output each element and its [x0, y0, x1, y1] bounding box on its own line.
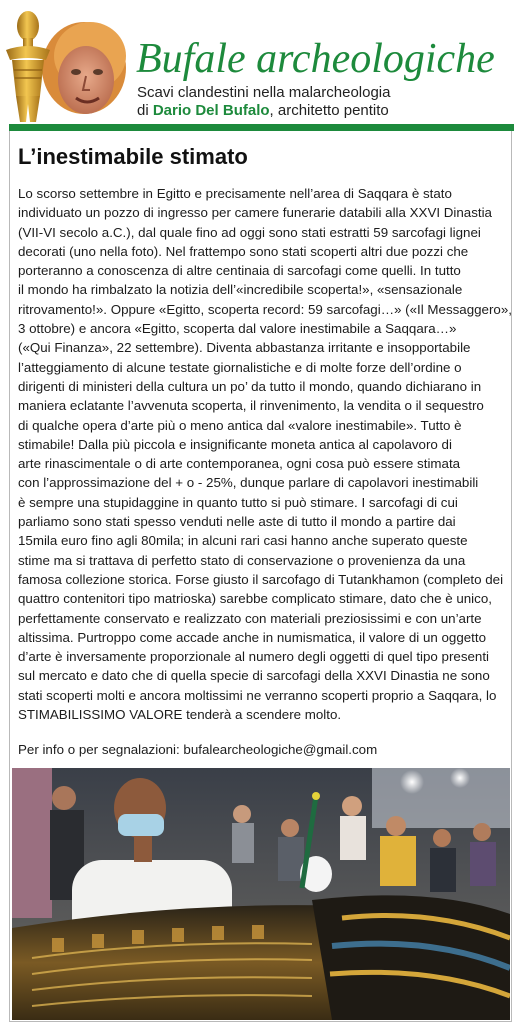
- body-line: altissima. Purtroppo come accade anche in numismatica, il valore di un oggetto: [18, 629, 487, 645]
- body-line: con l’approssimazione del + o - 25%, dunque parlare di capolavori inestimabili: [18, 475, 479, 491]
- body-line: ritrovamento!». Oppure «Egitto, scoperta record: 59 sarcofagi…» («Il Messaggero»,: [18, 301, 512, 317]
- body-line: 15mila euro fino agli 80mila; in alcuni rari casi hanno anche superato queste: [18, 533, 468, 549]
- byline: [137, 102, 389, 120]
- body-line: Lo scorso settembre in Egitto e precisamente nell’area di Saqqara è stato: [18, 186, 452, 201]
- column-title: Bufale archeologiche: [136, 36, 495, 82]
- body-line: porteranno a conoscenza di altre centinaia di sarcofagi come quelli. In tutto: [18, 263, 461, 279]
- body-line: maniera eclatante l’avvenuta scoperta, il rinvenimento, la vendita o il sequestro: [18, 398, 484, 414]
- body-line: parliamo sono stati spesso venduti nelle aste di tutto il mondo a partire dai: [18, 514, 456, 530]
- column-subtitle: Scavi clandestini nella malarcheologia: [137, 84, 391, 101]
- body-line: arte rinascimentale o di arte contemporanea, ogni cosa può essere stimata: [18, 456, 461, 472]
- article-headline: L’inestimabile stimato: [18, 144, 248, 169]
- body-line: il mondo ha rimbalzato la notizia dell’«incredibile scoperta!», «sensazionale: [18, 282, 463, 298]
- body-line: dirigenti di ministeri della cultura un po’ da tutto il mondo, quando dichiarano in: [18, 378, 482, 394]
- byline-author: Dario Del Bufalo: [152, 102, 270, 119]
- byline-prefix: di: [137, 102, 153, 119]
- body-line: famosa collezione storica. Forse giusto il sarcofago di Tutankhamon (completo dei: [18, 571, 504, 587]
- body-line: l’atteggiamento di alcune testate giornalistiche e di molte forze dell’ordine o: [18, 359, 462, 375]
- body-line: 3 ottobre) e ancora «Egitto, scoperta dal valore inestimabile a Saqqara…»: [18, 321, 457, 337]
- article-body: [18, 184, 512, 724]
- body-line: decorati (uno nella foto). Nel frattempo sono stati scoperti altri due pozzi che: [18, 243, 469, 259]
- body-line: individuato un pozzo di ingresso per camere funerarie databili alla XXVI Dinastia: [18, 205, 492, 221]
- body-line: (VII-VI secolo a.C.), dal quale fino ad oggi sono stati estratti 59 sarcofagi lignei: [18, 224, 481, 240]
- body-line: STIMABILISSIMO VALORE tenderà a scendere molto.: [18, 707, 342, 723]
- sarcophagus-photo: [12, 768, 510, 1020]
- byline-suffix: , architetto pentito: [269, 102, 389, 119]
- body-line: stati scoperti molti e ancora moltissimi ne verranno scoperti proprio a Saqqara, lo: [18, 687, 497, 703]
- column-logo-image: [0, 4, 128, 124]
- contact-line: Per info o per segnalazioni: bufalearcheologiche@gmail.com: [18, 742, 378, 757]
- green-rule: [9, 124, 514, 131]
- body-line: sul mercato e dato che di quella specie di sarcofagi della XXVI Dinastia ne sono: [18, 668, 490, 684]
- body-line: quattro contenitori tipo matrioska) sarebbe complicato stimare, dato che è unico,: [18, 591, 492, 607]
- body-line: d’arte è inversamente proporzionale al numero degli oggetti di quel tipo presenti: [18, 649, 490, 665]
- body-line: è sempre una stupidaggine in quanto tutto si può stimare. I sarcofagi di cui: [18, 494, 458, 510]
- body-line: stimabile! Dalla più piccola e insignificante moneta antica al capolavoro di: [18, 436, 452, 452]
- body-line: perfettamente conservato e realizzato con materiali preziosissimi e con un’arte: [18, 610, 482, 626]
- column-header: [0, 0, 523, 122]
- body-line: di qualche opera d’arte più o meno antica dal «valore inestimabile». Tutto è: [18, 417, 462, 433]
- body-line: stime ma si trattava di perfetto stato di conservazione o provenienza da una: [18, 552, 466, 568]
- body-line: («Qui Finanza», 22 settembre). Diventa abbastanza irritante e insopportabile: [18, 340, 471, 356]
